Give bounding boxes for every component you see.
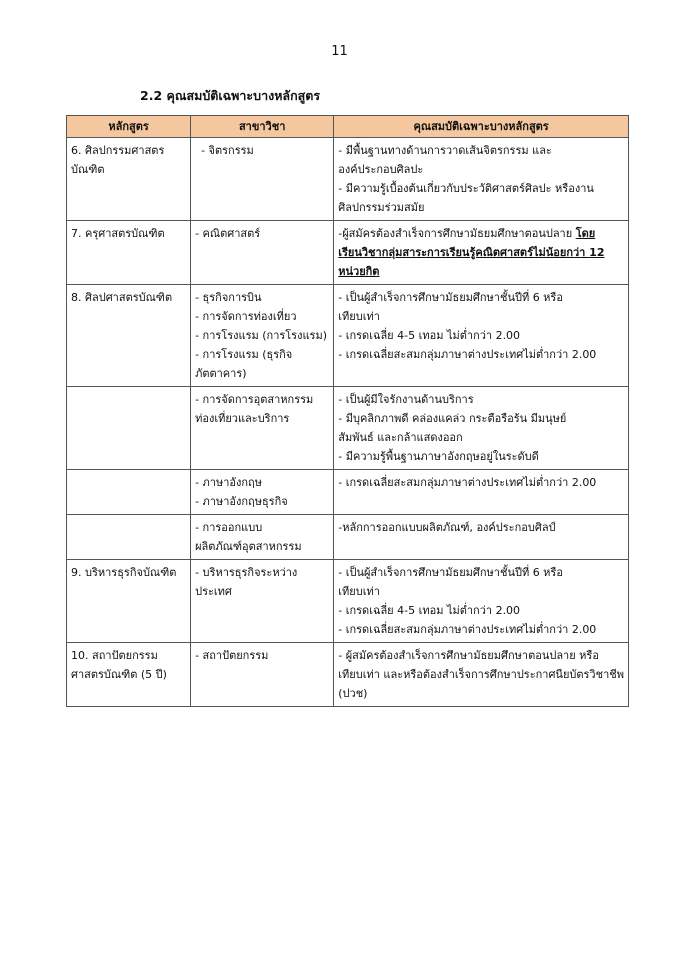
requirement-cell (334, 285, 629, 387)
requirement-line: - มีความรู้เบื้องต้นเกี่ยวกับประวัติศาสตร์ศิลปะ หรืองาน (338, 182, 594, 195)
requirement-cell (334, 560, 629, 643)
requirement-line: - มีพื้นฐานทางด้านการวาดเส้นจิตรกรรม และ (338, 144, 552, 157)
page-number: 11 (331, 44, 348, 59)
program-line: ศาสตรบัณฑิต (5 ปี) (71, 668, 167, 681)
requirement-line: สัมพันธ์ และกล้าแสดงออก (338, 431, 463, 444)
major-line: - ภาษาอังกฤษธุรกิจ (195, 495, 288, 508)
major-cell (191, 285, 334, 387)
major-line: - การโรงแรม (ธุรกิจ (195, 348, 293, 361)
requirement-line: - เป็นผู้มีใจรักงานด้านบริการ (338, 393, 474, 406)
program-line: 8. ศิลปศาสตรบัณฑิต (71, 291, 173, 304)
program-line: 6. ศิลปกรรมศาสตร (71, 144, 165, 157)
major-cell (191, 515, 334, 560)
table-row (67, 560, 629, 643)
major-cell (191, 387, 334, 470)
major-line: ผลิตภัณฑ์อุตสาหกรรม (195, 540, 302, 553)
program-requirements-table (66, 115, 629, 707)
header-requirement: คุณสมบัติเฉพาะบางหลักสูตร (334, 116, 629, 138)
requirement-line: -หลักการออกแบบผลิตภัณฑ์, องค์ประกอบศิลป์ (338, 521, 556, 534)
requirement-line: - เกรดเฉลี่ยสะสมกลุ่มภาษาต่างประเทศไม่ต่ำกว่า 2.00 (338, 623, 597, 636)
requirement-line: เทียบเท่า (338, 585, 380, 598)
requirement-emphasis-line: เรียนวิชากลุ่มสาระการเรียนรู้คณิตศาสตร์ไม่น้อยกว่า 12 (338, 246, 605, 259)
requirement-line (338, 224, 624, 243)
major-line: ประเทศ (195, 585, 232, 598)
requirement-line: - เป็นผู้สำเร็จการศึกษามัธยมศึกษาชั้นปีที่ 6 หรือ (338, 291, 563, 304)
table-row (67, 643, 629, 707)
requirement-line: - มีความรู้พื้นฐานภาษาอังกฤษอยู่ในระดับดี (338, 450, 539, 463)
program-cell (67, 138, 191, 221)
table-header-row (67, 116, 629, 138)
requirement-line: - เกรดเฉลี่ย 4-5 เทอม ไม่ต่ำกว่า 2.00 (338, 604, 521, 617)
table-row (67, 138, 629, 221)
requirement-emphasis-text: โดย (575, 227, 596, 240)
major-cell (191, 470, 334, 515)
requirement-line: ศิลปกรรมร่วมสมัย (338, 201, 425, 214)
requirement-line: เทียบเท่า และหรือต้องสำเร็จการศึกษาประกาศนียบัตรวิชาชีพ (338, 668, 624, 681)
requirement-cell (334, 515, 629, 560)
program-cell (67, 515, 191, 560)
program-line: บัณฑิต (71, 163, 105, 176)
section-title: 2.2 คุณสมบัติเฉพาะบางหลักสูตร (140, 88, 321, 103)
major-line: - บริหารธุรกิจระหว่าง (195, 566, 298, 579)
header-major: สาขาวิชา (191, 116, 334, 138)
requirement-cell (334, 221, 629, 285)
table-row (67, 470, 629, 515)
program-line: 9. บริหารธุรกิจบัณฑิต (71, 566, 177, 579)
major-line: - สถาปัตยกรรม (195, 649, 269, 662)
program-cell (67, 387, 191, 470)
major-line: ภัตตาคาร) (195, 367, 247, 380)
major-cell (191, 643, 334, 707)
major-line: - จิตรกรรม (201, 144, 254, 157)
program-line: 7. ครุศาสตรบัณฑิต (71, 227, 165, 240)
requirement-plain-text: -ผู้สมัครต้องสำเร็จการศึกษามัธยมศึกษาตอนปลาย (338, 227, 576, 240)
requirement-line: - เกรดเฉลี่ยสะสมกลุ่มภาษาต่างประเทศไม่ต่ำกว่า 2.00 (338, 476, 597, 489)
program-cell (67, 470, 191, 515)
table-row (67, 285, 629, 387)
major-line: - คณิตศาสตร์ (195, 227, 261, 240)
requirement-cell (334, 470, 629, 515)
major-line: ท่องเที่ยวและบริการ (195, 412, 290, 425)
program-cell (67, 221, 191, 285)
table-row (67, 221, 629, 285)
requirement-line: องค์ประกอบศิลปะ (338, 163, 424, 176)
major-cell (191, 221, 334, 285)
requirement-line: - ผู้สมัครต้องสำเร็จการศึกษามัธยมศึกษาตอนปลาย หรือ (338, 649, 599, 662)
program-cell (67, 560, 191, 643)
requirement-line: - เกรดเฉลี่ย 4-5 เทอม ไม่ต่ำกว่า 2.00 (338, 329, 521, 342)
major-cell (191, 138, 334, 221)
requirement-cell (334, 138, 629, 221)
major-line: - การจัดการอุตสาหกรรม (195, 393, 314, 406)
major-line: - ภาษาอังกฤษ (195, 476, 262, 489)
requirement-line: - มีบุคลิกภาพดี คล่องแคล่ว กระตือรือร้น มีมนุษย์ (338, 412, 567, 425)
requirement-line: (ปวช) (338, 687, 368, 700)
program-line: 10. สถาปัตยกรรม (71, 649, 158, 662)
program-cell (67, 643, 191, 707)
table-row (67, 387, 629, 470)
program-cell (67, 285, 191, 387)
major-line: - การออกแบบ (195, 521, 263, 534)
major-cell (191, 560, 334, 643)
requirement-cell (334, 387, 629, 470)
table-row (67, 515, 629, 560)
requirement-cell (334, 643, 629, 707)
major-line: - การโรงแรม (การโรงแรม) (195, 329, 328, 342)
header-program: หลักสูตร (67, 116, 191, 138)
requirement-emphasis-line: หน่วยกิต (338, 265, 380, 278)
major-line: - ธุรกิจการบิน (195, 291, 262, 304)
requirement-line: - เป็นผู้สำเร็จการศึกษามัธยมศึกษาชั้นปีที่ 6 หรือ (338, 566, 563, 579)
requirement-line: เทียบเท่า (338, 310, 380, 323)
major-line: - การจัดการท่องเที่ยว (195, 310, 297, 323)
requirement-line: - เกรดเฉลี่ยสะสมกลุ่มภาษาต่างประเทศไม่ต่ำกว่า 2.00 (338, 348, 597, 361)
